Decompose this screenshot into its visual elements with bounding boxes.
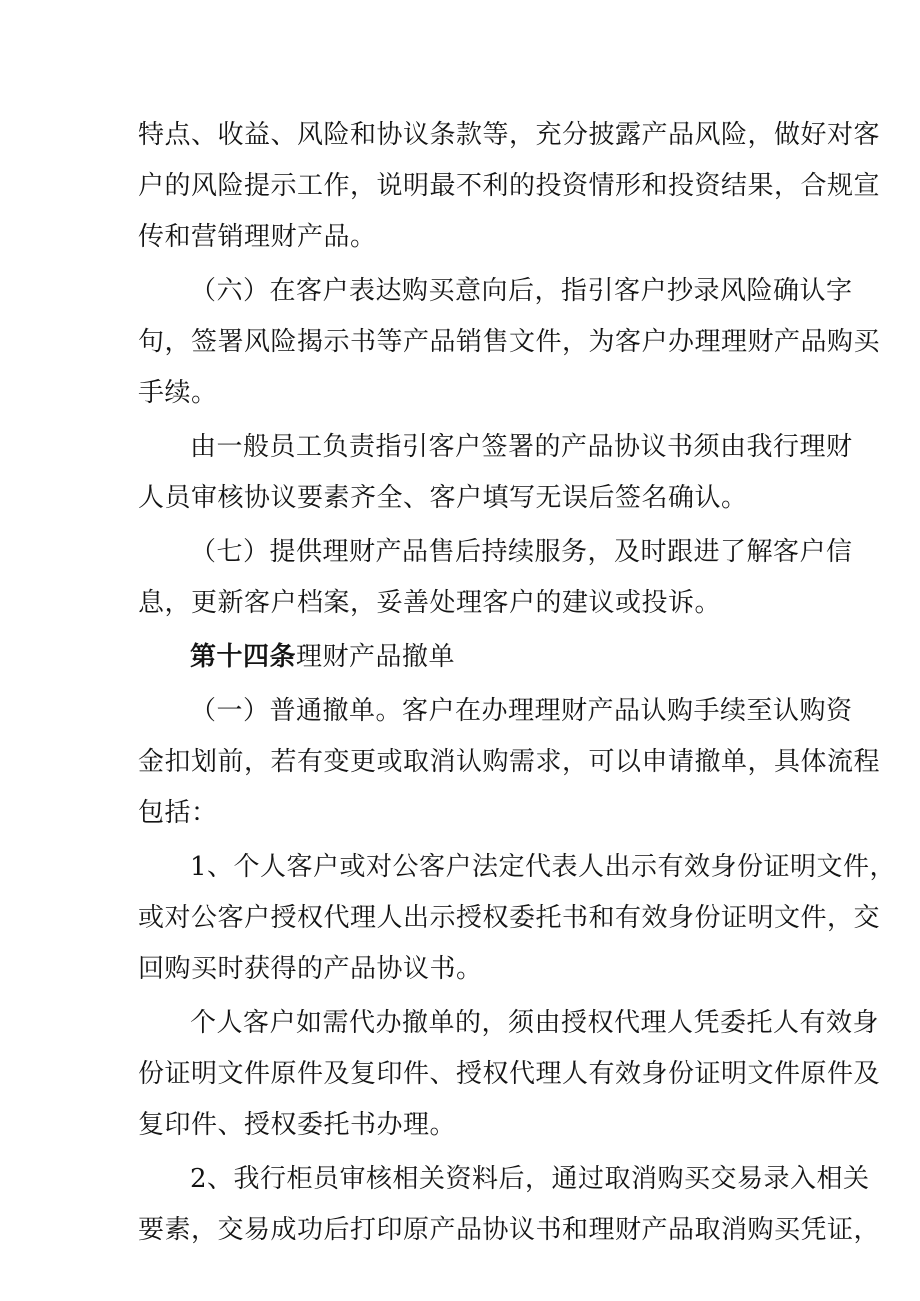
text-line: 个人客户如需代办撤单的，须由授权代理人凭委托人有效身 xyxy=(190,1008,880,1038)
article-number: 第十四条 xyxy=(190,642,297,672)
text-line: 手续。 xyxy=(138,378,218,408)
text-line: 回购买时获得的产品协议书。 xyxy=(138,954,483,984)
text-line: 句，签署风险揭示书等产品销售文件，为客户办理理财产品购买 xyxy=(138,327,881,357)
text-line: 或对公客户授权代理人出示授权委托书和有效身份证明文件，交 xyxy=(138,903,881,933)
text-line: 2、我行柜员审核相关资料后，通过取消购买交易录入相关 xyxy=(190,1164,870,1194)
text-line: 息，更新客户档案，妥善处理客户的建议或投诉。 xyxy=(138,588,722,618)
text-line: 包括： xyxy=(138,798,218,828)
text-line: 人员审核协议要素齐全、客户填写无误后签名确认。 xyxy=(138,483,748,513)
text-line: 1、个人客户或对公客户法定代表人出示有效身份证明文件， xyxy=(190,852,897,882)
article-title: 理财产品撤单 xyxy=(296,642,456,672)
text-line: 传和营销理财产品。 xyxy=(138,222,377,252)
article-heading xyxy=(190,640,455,674)
text-line: 份证明文件原件及复印件、授权代理人有效身份证明文件原件及 xyxy=(138,1059,881,1089)
text-line: 金扣划前，若有变更或取消认购需求，可以申请撤单，具体流程 xyxy=(138,747,881,777)
text-line: 特点、收益、风险和协议条款等，充分披露产品风险，做好对客 xyxy=(138,120,881,150)
text-line: 复印件、授权委托书办理。 xyxy=(138,1110,457,1140)
text-line: （一）普通撤单。客户在办理理财产品认购手续至认购资 xyxy=(190,696,853,726)
text-line: 由一般员工负责指引客户签署的产品协议书须由我行理财 xyxy=(190,432,853,462)
text-line: 要素，交易成功后打印原产品协议书和理财产品取消购买凭证， xyxy=(138,1215,881,1245)
text-line: （七）提供理财产品售后持续服务，及时跟进了解客户信 xyxy=(190,537,853,567)
text-line: 户的风险提示工作，说明最不利的投资情形和投资结果，合规宣 xyxy=(138,171,881,201)
text-line: （六）在客户表达购买意向后，指引客户抄录风险确认字 xyxy=(190,276,853,306)
